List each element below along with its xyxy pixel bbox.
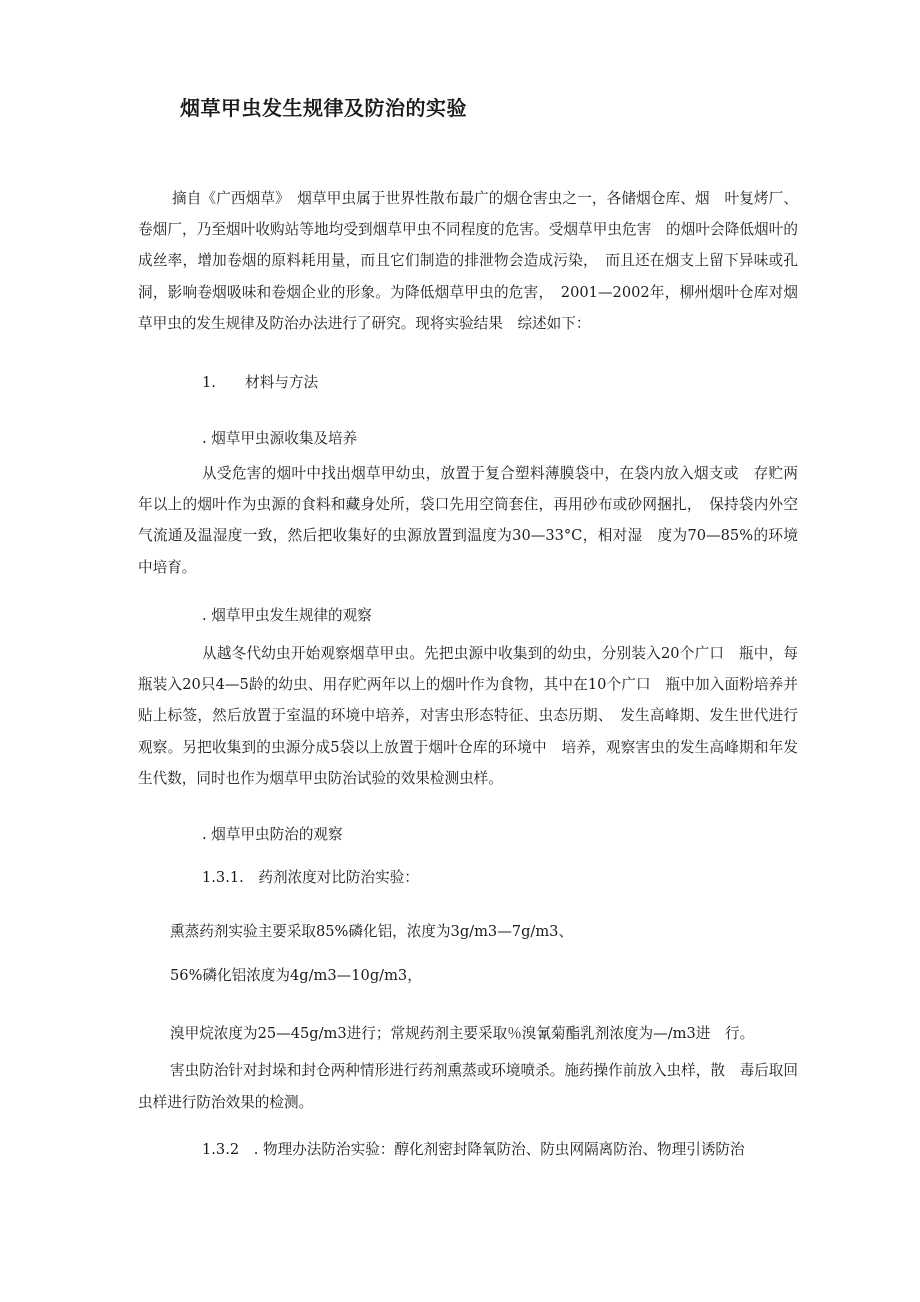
subsection-1-3-2-heading: 1.3.2 . 物理办法防治实验：醇化剂密封降氧防治、防虫网隔离防治、物理引诱防治 xyxy=(202,1141,745,1158)
subsection-1-3-heading: . 烟草甲虫防治的观察 xyxy=(202,826,343,843)
subsection-1-3-1-heading: 1.3.1. 药剂浓度对比防治实验： xyxy=(202,869,419,886)
subsection-1-1-text: 从受危害的烟叶中找出烟草甲幼虫，放置于复合塑料薄膜袋中，在袋内放入烟支或 存贮两年以上的烟叶作为虫源的食料和藏身处所，袋口先用空筒套住，再用砂布或砂网捆扎， 保持袋内外空气流通及温湿度一致，然后把收集好的虫源放置到温度为30—33°C，相对湿 度为70—85%的环境中培育。 xyxy=(138,465,798,576)
section-1-heading: 1. 材料与方法 xyxy=(202,374,319,391)
subsection-1-2-text: 从越冬代幼虫开始观察烟草甲虫。先把虫源中收集到的幼虫，分别装入20个广口 瓶中，每瓶装入20只4—5龄的幼虫、用存贮两年以上的烟叶作为食物，其中在10个广口 瓶中加入面粉培养并贴上标签，然后放置于室温的环境中培养，对害虫形态特征、虫态历期、 发生高峰期、发生世代进行观察。另把收集到的虫源分成5袋以上放置于烟叶仓库的环境中 培养，观察害虫的发生高峰期和年发生代数，同时也作为烟草甲虫防治试验的效果检测虫样。 xyxy=(138,645,798,787)
control-paragraph: 害虫防治针对封垛和封仓两种情形进行药剂熏蒸或环境喷杀。施药操作前放入虫样，散 毒后取回虫样进行防治效果的检测。 xyxy=(138,1062,798,1111)
document-title: 烟草甲虫发生规律及防治的实验 xyxy=(180,96,467,120)
subsection-1-2-heading: . 烟草甲虫发生规律的观察 xyxy=(202,607,372,624)
fumigant-line-2: 56%磷化铝浓度为4g/m3—10g/m3， xyxy=(170,967,422,984)
fumigant-line-3: 溴甲烷浓度为25—45g/m3进行；常规药剂主要采取％溴氰菊酯乳剂浓度为—/m3进 行。 xyxy=(170,1025,755,1042)
intro-paragraph: 摘自《广西烟草》 烟草甲虫属于世界性散布最广的烟仓害虫之一，各储烟仓库、烟 叶复烤厂、卷烟厂，乃至烟叶收购站等地均受到烟草甲虫不同程度的危害。受烟草甲虫危害 的烟叶会降低烟叶的成丝率，增加卷烟的原料耗用量，而且它们制造的排泄物会造成污染， 而且还在烟支上留下异味或孔洞，影响卷烟吸味和卷烟企业的形象。为降低烟草甲虫的危害， 2001—2002年，柳州烟叶仓库对烟草甲虫的发生规律及防治办法进行了研究。现将实验结果 综述如下： xyxy=(138,190,798,332)
fumigant-line-1: 熏蒸药剂实验主要采取85%磷化铝，浓度为3g/m3—7g/m3、 xyxy=(170,923,574,940)
subsection-1-1-heading: . 烟草甲虫源收集及培养 xyxy=(202,430,358,447)
